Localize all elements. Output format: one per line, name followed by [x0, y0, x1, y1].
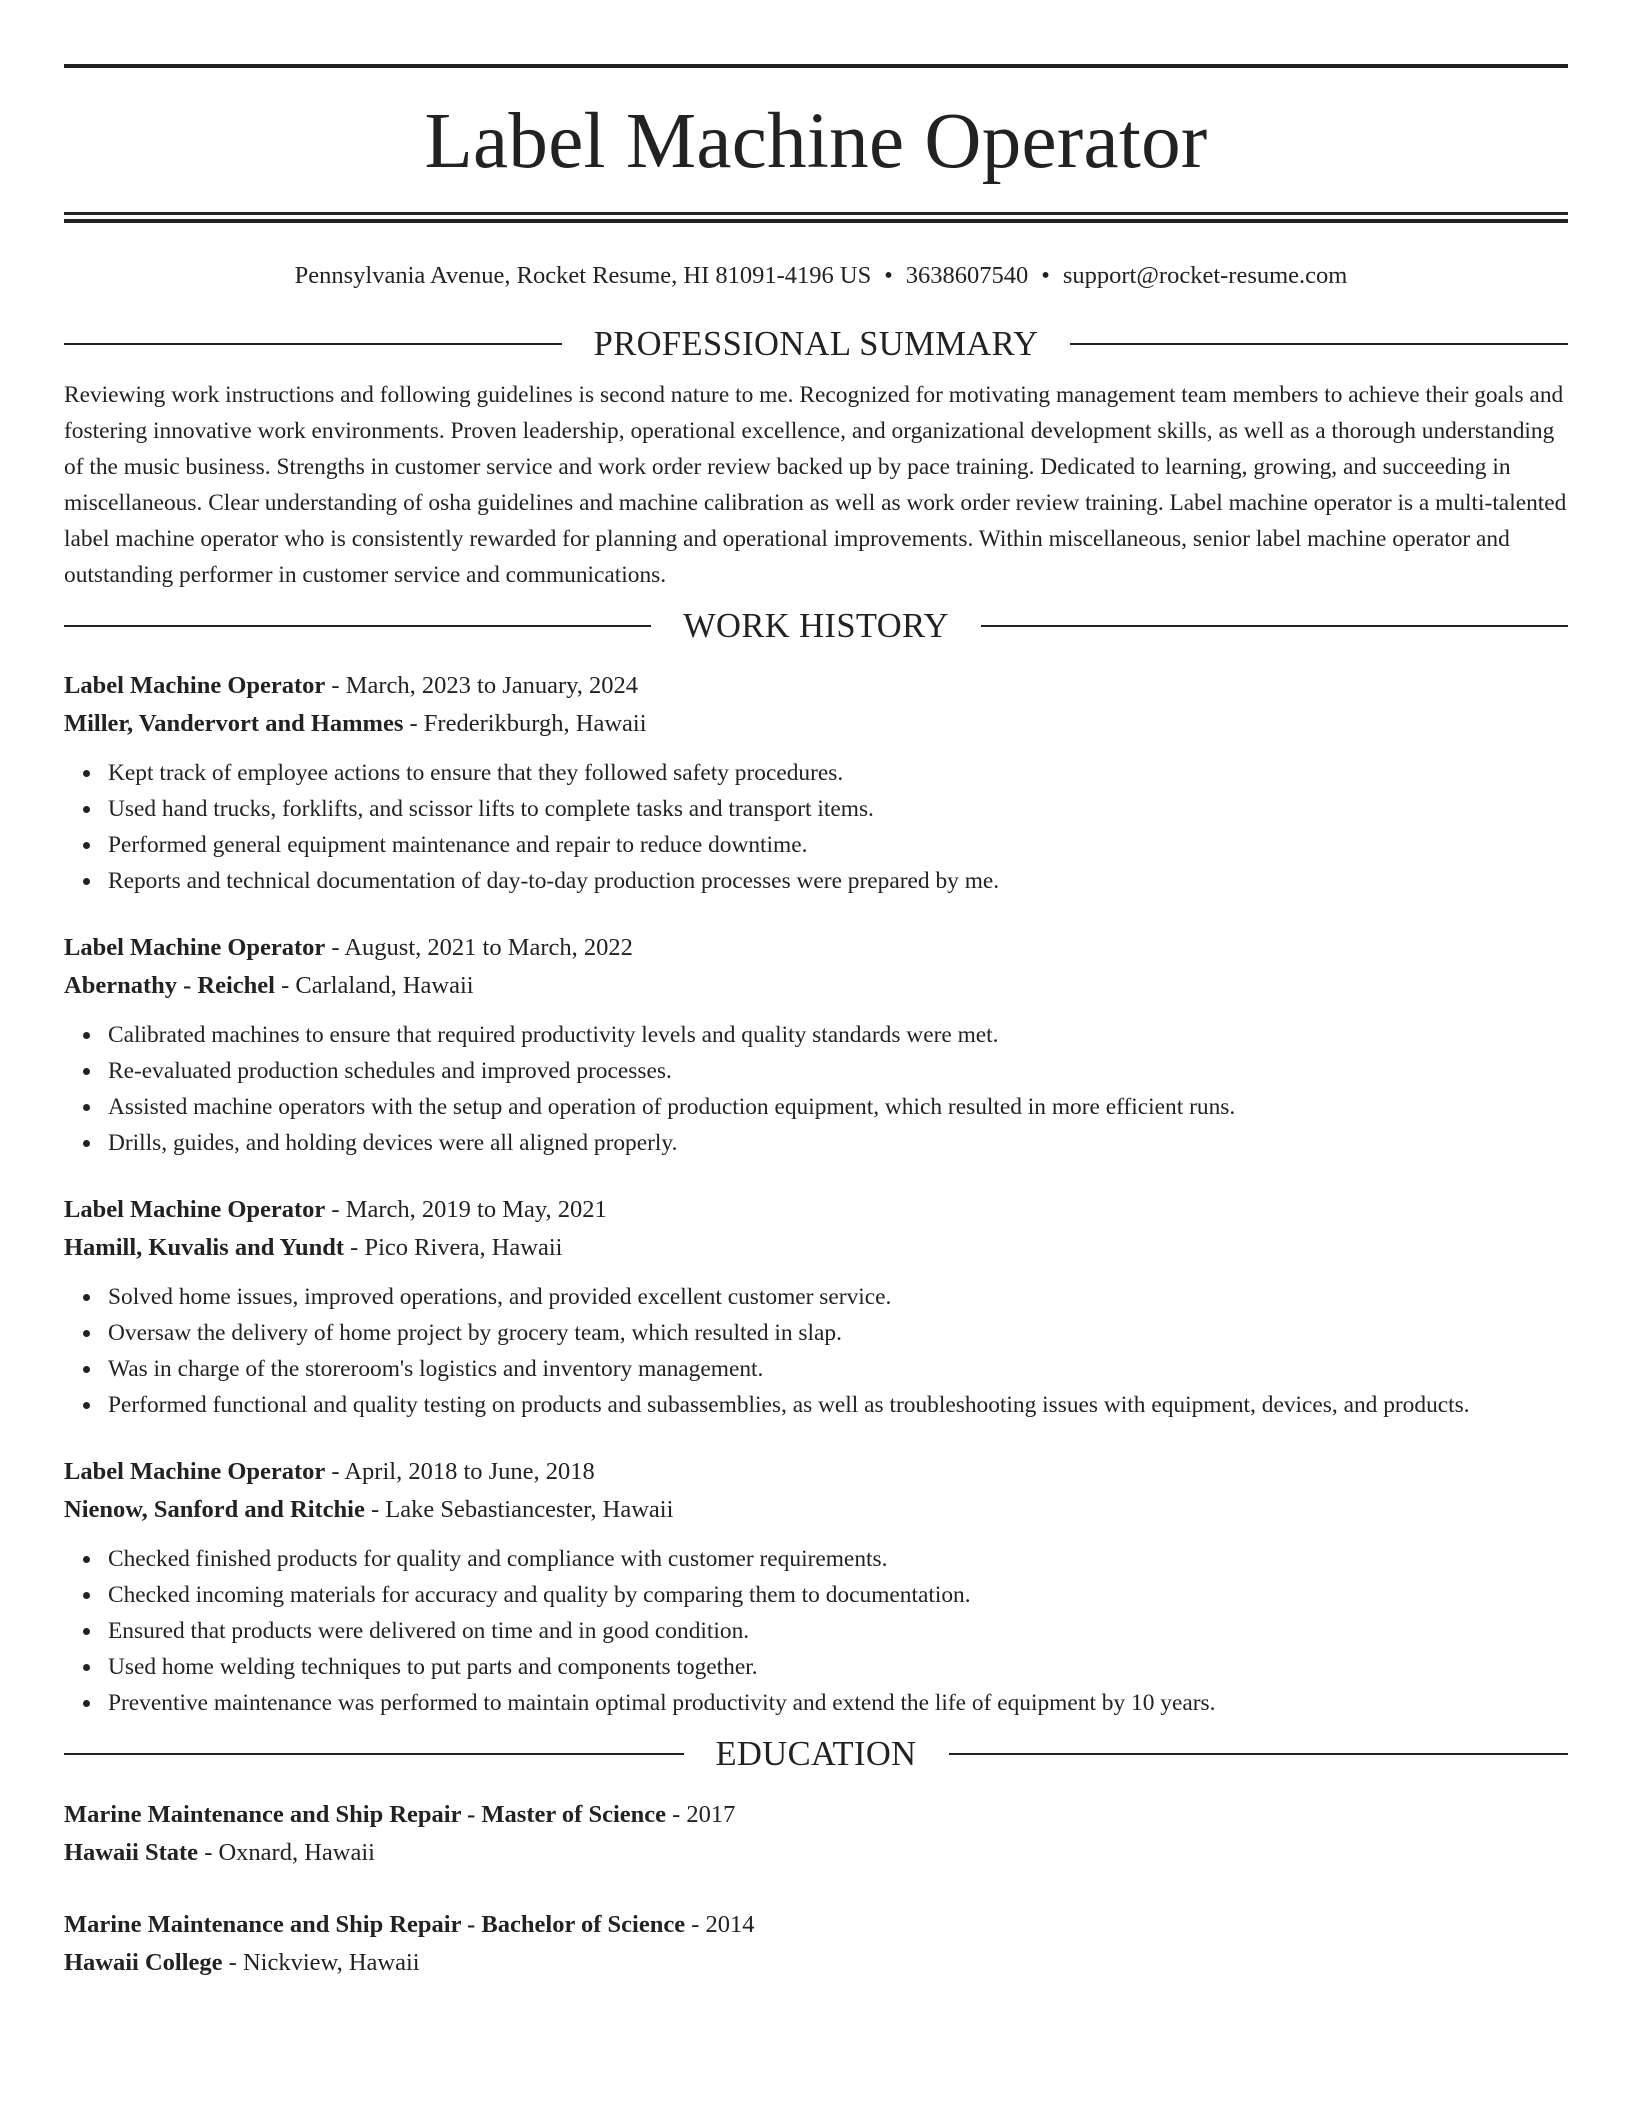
- list-item: Re-evaluated production schedules and improved processes.: [108, 1053, 1568, 1089]
- education-entry: [64, 1796, 1568, 1872]
- contact-separator: •: [884, 262, 893, 289]
- heading-rule-left: [64, 1753, 684, 1755]
- education-degree-line: [64, 1906, 1568, 1944]
- section-title: WORK HISTORY: [683, 607, 949, 645]
- job-duties-list: [64, 755, 1568, 899]
- job-company: Abernathy - Reichel: [64, 972, 275, 999]
- job-title: Label Machine Operator: [64, 934, 326, 961]
- job-company: Nienow, Sanford and Ritchie: [64, 1496, 365, 1523]
- section-title: PROFESSIONAL SUMMARY: [593, 325, 1039, 363]
- summary-text: Reviewing work instructions and following guidelines is second nature to me. Recognized for motivating management team members to achieve their goals and fostering innovative work environments. Proven leadership, operational excellence, and organizational development skills, as well as a thorough understanding of the music business. Strengths in customer service and work order review backed up by pace training. Dedicated to learning, growing, and succeeding in miscellaneous. Clear understanding of osha guidelines and machine calibration as well as work order review training. Label machine operator is a multi-talented label machine operator who is consistently rewarded for planning and operational improvements. Within miscellaneous, senior label machine operator and outstanding performer in customer service and communications.: [64, 382, 1567, 588]
- job-duties-list: [64, 1017, 1568, 1161]
- contact-phone[interactable]: 3638607540: [905, 262, 1029, 289]
- job-entry: [64, 929, 1568, 1161]
- section-heading-summary: [64, 324, 1568, 364]
- heading-rule-right: [981, 625, 1568, 627]
- resume-page: [64, 64, 1568, 1982]
- education-degree: Marine Maintenance and Ship Repair - Bachelor of Science: [64, 1911, 686, 1938]
- job-entry: [64, 667, 1568, 899]
- list-item: Performed functional and quality testing on products and subassemblies, as well as troubleshooting issues with equipment, devices, and products.: [108, 1387, 1568, 1423]
- education-entry: [64, 1906, 1568, 1982]
- job-dates: - April, 2018 to June, 2018: [331, 1458, 595, 1485]
- job-title-line: [64, 1191, 1568, 1229]
- section-heading-education: [64, 1734, 1568, 1774]
- list-item: Kept track of employee actions to ensure that they followed safety procedures.: [108, 755, 1568, 791]
- job-title-line: [64, 1453, 1568, 1491]
- education-degree: Marine Maintenance and Ship Repair - Master of Science: [64, 1801, 667, 1828]
- education-year: - 2014: [691, 1911, 755, 1938]
- contact-line: [64, 261, 1568, 291]
- contact-email[interactable]: support@rocket-resume.com: [1062, 262, 1348, 289]
- education-location: - Oxnard, Hawaii: [204, 1839, 375, 1866]
- job-company: Hamill, Kuvalis and Yundt: [64, 1234, 345, 1261]
- job-location: - Carlaland, Hawaii: [281, 972, 474, 999]
- education-school-line: [64, 1834, 1568, 1872]
- job-entry: [64, 1453, 1568, 1721]
- list-item: Assisted machine operators with the setup and operation of production equipment, which resulted in more efficient runs.: [108, 1089, 1568, 1125]
- resume-name: Label Machine Operator: [424, 98, 1208, 185]
- list-item: Ensured that products were delivered on time and in good condition.: [108, 1613, 1568, 1649]
- heading-rule-left: [64, 343, 562, 345]
- section-heading-work-history: [64, 606, 1568, 646]
- list-item: Performed general equipment maintenance and repair to reduce downtime.: [108, 827, 1568, 863]
- job-location: - Lake Sebastiancester, Hawaii: [370, 1496, 674, 1523]
- job-location: - Frederikburgh, Hawaii: [409, 710, 647, 737]
- list-item: Was in charge of the storeroom's logistics and inventory management.: [108, 1351, 1568, 1387]
- list-item: Calibrated machines to ensure that required productivity levels and quality standards were met.: [108, 1017, 1568, 1053]
- list-item: Solved home issues, improved operations, and provided excellent customer service.: [108, 1279, 1568, 1315]
- job-dates: - March, 2023 to January, 2024: [331, 672, 639, 699]
- list-item: Used home welding techniques to put parts and components together.: [108, 1649, 1568, 1685]
- job-company-line: [64, 1491, 1568, 1529]
- job-title-line: [64, 929, 1568, 967]
- job-title: Label Machine Operator: [64, 1458, 326, 1485]
- job-company-line: [64, 1229, 1568, 1267]
- job-dates: - August, 2021 to March, 2022: [331, 934, 633, 961]
- job-company: Miller, Vandervort and Hammes: [64, 710, 404, 737]
- job-title: Label Machine Operator: [64, 1196, 326, 1223]
- list-item: Preventive maintenance was performed to maintain optimal productivity and extend the life of equipment by 10 years.: [108, 1685, 1568, 1721]
- list-item: Drills, guides, and holding devices were all aligned properly.: [108, 1125, 1568, 1161]
- education-location: - Nickview, Hawaii: [228, 1949, 420, 1976]
- contact-address: Pennsylvania Avenue, Rocket Resume, HI 81091-4196 US: [294, 262, 872, 289]
- job-entry: [64, 1191, 1568, 1423]
- job-title-line: [64, 667, 1568, 705]
- job-company-line: [64, 705, 1568, 743]
- education-year: - 2017: [672, 1801, 736, 1828]
- heading-rule-right: [1070, 343, 1568, 345]
- header-top-rule: [64, 64, 1568, 68]
- heading-rule-right: [949, 1753, 1569, 1755]
- section-title: EDUCATION: [715, 1735, 917, 1773]
- contact-separator: •: [1041, 262, 1050, 289]
- education-school: Hawaii College: [64, 1949, 223, 1976]
- job-title: Label Machine Operator: [64, 672, 326, 699]
- education-school: Hawaii State: [64, 1839, 199, 1866]
- job-duties-list: [64, 1541, 1568, 1721]
- education-school-line: [64, 1944, 1568, 1982]
- list-item: Reports and technical documentation of day-to-day production processes were prepared by me.: [108, 863, 1568, 899]
- list-item: Used hand trucks, forklifts, and scissor lifts to complete tasks and transport items.: [108, 791, 1568, 827]
- list-item: Checked finished products for quality and compliance with customer requirements.: [108, 1541, 1568, 1577]
- education-degree-line: [64, 1796, 1568, 1834]
- list-item: Checked incoming materials for accuracy and quality by comparing them to documentation.: [108, 1577, 1568, 1613]
- list-item: Oversaw the delivery of home project by grocery team, which resulted in slap.: [108, 1315, 1568, 1351]
- header-double-rule: [64, 212, 1568, 223]
- job-dates: - March, 2019 to May, 2021: [331, 1196, 607, 1223]
- job-location: - Pico Rivera, Hawaii: [350, 1234, 563, 1261]
- heading-rule-left: [64, 625, 651, 627]
- job-company-line: [64, 967, 1568, 1005]
- job-duties-list: [64, 1279, 1568, 1423]
